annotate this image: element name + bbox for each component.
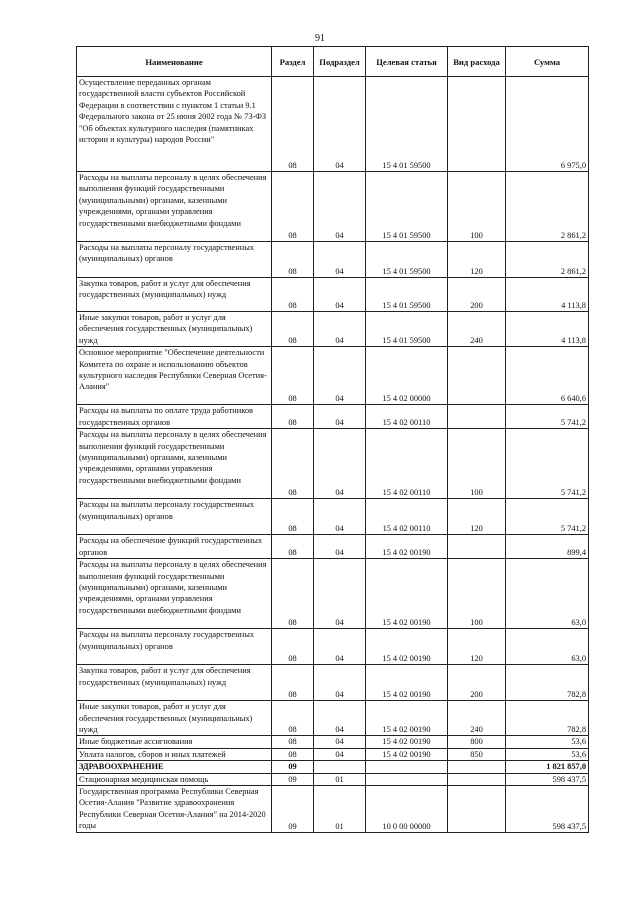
table-row [77,499,589,535]
table-row [77,172,589,242]
cell-target: 15 4 01 59500 [366,242,448,278]
cell-section: 08 [272,748,314,760]
cell-subsection: 04 [314,429,366,499]
cell-sum: 63,0 [506,629,589,665]
cell-section: 08 [272,172,314,242]
cell-name: Расходы на выплаты персоналу в целях обеспечения выполнения функций государственными (муниципальными) органами, казенными учреждениями, органами управления государственными внебюджетными фондами [77,172,272,242]
cell-target: 15 4 02 00110 [366,405,448,429]
cell-subsection: 04 [314,405,366,429]
cell-subsection: 04 [314,242,366,278]
cell-target: 15 4 01 59500 [366,312,448,347]
cell-subsection: 04 [314,347,366,405]
header-type: Вид расхода [448,47,506,77]
cell-name: Основное мероприятие "Обеспечение деятельности Комитета по охране и использованию объектов культурного наследия Республики Северная Осетия-Алания" [77,347,272,405]
cell-subsection: 04 [314,312,366,347]
cell-target: 15 4 02 00190 [366,701,448,736]
cell-target: 15 4 02 00190 [366,736,448,748]
cell-sum: 2 861,2 [506,242,589,278]
table-row [77,559,589,629]
cell-type [448,77,506,172]
cell-subsection: 01 [314,786,366,833]
cell-name: Расходы на выплаты персоналу государственных (муниципальных) органов [77,499,272,535]
cell-subsection: 04 [314,629,366,665]
cell-target: 15 4 02 00190 [366,748,448,760]
cell-type: 100 [448,172,506,242]
cell-name: Расходы на выплаты по оплате труда работников государственных органов [77,405,272,429]
cell-name: ЗДРАВООХРАНЕНИЕ [77,761,272,773]
cell-sum: 4 113,8 [506,278,589,312]
cell-sum: 63,0 [506,559,589,629]
cell-sum: 53,6 [506,736,589,748]
cell-subsection: 04 [314,748,366,760]
page-number: 91 [315,33,325,44]
cell-name: Стационарная медицинская помощь [77,773,272,785]
table-row [77,736,589,748]
cell-subsection: 04 [314,736,366,748]
cell-section: 08 [272,429,314,499]
cell-section: 08 [272,278,314,312]
cell-sum: 5 741,2 [506,499,589,535]
cell-section: 08 [272,629,314,665]
cell-target [366,773,448,785]
table-row [77,773,589,785]
cell-subsection: 04 [314,535,366,559]
cell-subsection: 04 [314,701,366,736]
cell-target: 15 4 02 00110 [366,429,448,499]
cell-type: 200 [448,278,506,312]
cell-target [366,761,448,773]
header-sum: Сумма [506,47,589,77]
header-name: Наименование [77,47,272,77]
cell-name: Осуществление переданных органам государственной власти субъектов Российской Федерации в соответствии с пунктом 1 статьи 9.1 Федерального закона от 25 июня 2002 года № 73-ФЗ "Об объектах культурного наследия (памятниках истории и культуры) народов России" [77,77,272,172]
table-row [77,665,589,701]
table-row [77,761,589,773]
cell-section: 09 [272,786,314,833]
cell-section: 08 [272,405,314,429]
cell-subsection: 04 [314,559,366,629]
cell-target: 15 4 01 59500 [366,278,448,312]
cell-subsection [314,761,366,773]
cell-sum: 2 861,2 [506,172,589,242]
cell-subsection: 04 [314,278,366,312]
cell-name: Иные бюджетные ассигнования [77,736,272,748]
cell-section: 08 [272,701,314,736]
table-row [77,347,589,405]
cell-section: 08 [272,559,314,629]
cell-type: 240 [448,701,506,736]
cell-section: 09 [272,773,314,785]
cell-name: Расходы на выплаты персоналу государственных (муниципальных) органов [77,629,272,665]
table-row [77,701,589,736]
cell-section: 09 [272,761,314,773]
cell-section: 08 [272,499,314,535]
cell-name: Государственная программа Республики Северная Осетия-Алания "Развитие здравоохранения Республики Северная Осетия-Алания" на 2014-2020 годы [77,786,272,833]
header-row [77,47,589,77]
cell-type: 800 [448,736,506,748]
cell-type [448,761,506,773]
cell-type: 100 [448,429,506,499]
cell-type: 120 [448,242,506,278]
cell-type [448,535,506,559]
table-row [77,629,589,665]
cell-name: Расходы на выплаты персоналу государственных (муниципальных) органов [77,242,272,278]
cell-type [448,786,506,833]
table-row [77,786,589,833]
cell-sum: 4 113,8 [506,312,589,347]
cell-name: Расходы на выплаты персоналу в целях обеспечения выполнения функций государственными (муниципальными) органами, казенными учреждениями, органами управления государственными внебюджетными фондами [77,559,272,629]
cell-sum: 782,8 [506,665,589,701]
cell-name: Закупка товаров, работ и услуг для обеспечения государственных (муниципальных) нужд [77,278,272,312]
cell-sum: 598 437,5 [506,786,589,833]
table-row [77,405,589,429]
cell-type [448,347,506,405]
cell-sum: 5 741,2 [506,405,589,429]
cell-section: 08 [272,242,314,278]
cell-sum: 1 821 857,0 [506,761,589,773]
cell-type [448,405,506,429]
cell-sum: 53,6 [506,748,589,760]
table-body [77,77,589,833]
cell-type: 850 [448,748,506,760]
cell-subsection: 04 [314,499,366,535]
cell-subsection: 04 [314,665,366,701]
budget-table [76,46,589,833]
header-subsection: Подраздел [314,47,366,77]
cell-section: 08 [272,665,314,701]
cell-target: 15 4 02 00190 [366,535,448,559]
cell-subsection: 04 [314,77,366,172]
cell-type: 120 [448,629,506,665]
cell-type: 200 [448,665,506,701]
cell-name: Иные закупки товаров, работ и услуг для обеспечения государственных (муниципальных) нужд [77,701,272,736]
cell-type: 120 [448,499,506,535]
cell-sum: 598 437,5 [506,773,589,785]
cell-name: Закупка товаров, работ и услуг для обеспечения государственных (муниципальных) нужд [77,665,272,701]
cell-sum: 899,4 [506,535,589,559]
cell-sum: 6 640,6 [506,347,589,405]
cell-type [448,773,506,785]
cell-subsection: 01 [314,773,366,785]
cell-sum: 6 975,0 [506,77,589,172]
cell-target: 15 4 02 00110 [366,499,448,535]
cell-type: 240 [448,312,506,347]
cell-name: Уплата налогов, сборов и иных платежей [77,748,272,760]
cell-target: 15 4 02 00190 [366,665,448,701]
cell-target: 15 4 01 59500 [366,77,448,172]
cell-name: Расходы на обеспечение функций государственных органов [77,535,272,559]
table-row [77,77,589,172]
table-row [77,748,589,760]
table-row [77,278,589,312]
cell-target: 15 4 02 00190 [366,629,448,665]
table-row [77,429,589,499]
cell-sum: 5 741,2 [506,429,589,499]
header-target: Целевая статья [366,47,448,77]
cell-section: 08 [272,312,314,347]
cell-name: Иные закупки товаров, работ и услуг для обеспечения государственных (муниципальных) нужд [77,312,272,347]
cell-section: 08 [272,347,314,405]
cell-section: 08 [272,77,314,172]
cell-target: 15 4 01 59500 [366,172,448,242]
cell-name: Расходы на выплаты персоналу в целях обеспечения выполнения функций государственными (муниципальными) органами, казенными учреждениями, органами управления государственными внебюджетными фондами [77,429,272,499]
table-row [77,535,589,559]
cell-target: 10 0 00 00000 [366,786,448,833]
cell-sum: 782,8 [506,701,589,736]
cell-target: 15 4 02 00000 [366,347,448,405]
cell-target: 15 4 02 00190 [366,559,448,629]
table-row [77,242,589,278]
table-row [77,312,589,347]
cell-section: 08 [272,535,314,559]
cell-type: 100 [448,559,506,629]
header-section: Раздел [272,47,314,77]
cell-section: 08 [272,736,314,748]
cell-subsection: 04 [314,172,366,242]
